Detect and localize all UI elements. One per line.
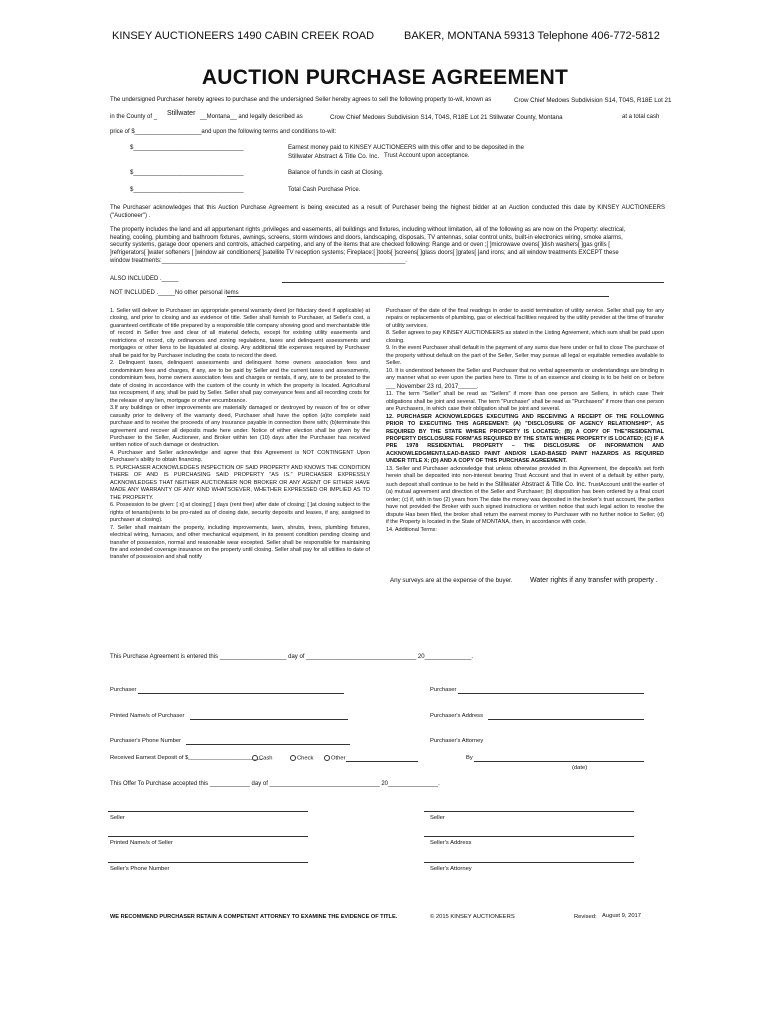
county-prefix: in the County of _	[110, 114, 158, 120]
term-paragraph: 1. Seller will deliver to Purchaser an appropriate general warranty deed (or fiduciary deed if applicable) at closing, and prior to closing and as evidence of title. Seller shall furnish to Purchaser, at Seller's cost, a guaranteed certificate of title prepared by a responsible title company showing good and merchantable title of record in Seller free and clear of all material defects, except for existing utility easements and restrictions of record, city ordinances and zoning regulations, taxes and delinquent assessments and mortgages or other liens to be liquidated at closing. Any additional title expenses required by Purchaser shall be paid for by Purchaser including the costs to record the deed.	[110, 308, 370, 359]
check-option[interactable]	[290, 755, 313, 762]
closing-date-field[interactable]: November 23 rd, 2017	[396, 382, 459, 390]
purchaser-printed-label: Printed Name/s of Purchaser	[110, 713, 185, 719]
term-paragraph: 4. Purchaser and Seller acknowledge and agree that this Agreement is NOT CONTINGENT Upon Purchaser's ability to obtain financing.	[110, 449, 370, 464]
term-paragraph: 6. Possession to be given: [ x] at closing;[ ] days (rent free) after date of closing; [ ]at closing subject to the rights of tenants(rents to be pro-rated as of closing date, security deposits and leases, if any, assigned to purchaser at closing).	[110, 502, 370, 524]
also-included-label: ALSO INCLUDED ._____	[110, 276, 179, 282]
purchaser-phone-field[interactable]	[186, 744, 350, 745]
revised-label: Revised:	[574, 914, 597, 920]
not-included-label: NOT INCLUDED ._____No other personal items	[110, 290, 239, 296]
deposit-date-label: (date)	[572, 765, 588, 771]
seller-label-2: Seller	[430, 815, 445, 821]
radio-circle-icon[interactable]	[290, 755, 296, 761]
seller-phone-field[interactable]	[108, 862, 308, 863]
survey-term-field[interactable]: Any surveys are at the expense of the buyer.	[390, 577, 513, 584]
purchaser-address-label: Purchaser's Address	[430, 713, 483, 719]
company-address: KINSEY AUCTIONEERS 1490 CABIN CREEK ROAD	[112, 30, 375, 42]
intro-line: The undersigned Purchaser hereby agrees to purchase and the undersigned Seller hereby agrees to sell the following property to-wit, known as	[110, 97, 492, 103]
term-text: 13. Seller and Purchaser acknowledge that unless otherwise provided in this Agreement, the deposit/s set forth herein shall be deposited into non-interest bearing Trust Account and that in event of a default by either party, such deposit shall continue to be held in the	[386, 465, 664, 488]
seller-attorney-label: Seller's Attorney	[430, 866, 472, 872]
property-line: window treatments:_________________________________________________________________________.	[110, 257, 407, 264]
total-cash-label: at a total cash	[622, 114, 660, 120]
seller-phone-label: Seller's Phone Number	[110, 866, 170, 872]
company-contact: BAKER, MONTANA 59313 Telephone 406-772-5812	[404, 30, 660, 42]
water-rights-field[interactable]: Water rights if any transfer with property .	[530, 577, 658, 584]
term-text: ______.	[458, 383, 479, 390]
terms-left-column	[110, 308, 370, 562]
seller-signature-field[interactable]	[108, 811, 308, 812]
copyright-notice: © 2015 KINSEY AUCTIONEERS	[430, 914, 515, 920]
cash-label: Cash	[259, 755, 273, 762]
balance-text: Balance of funds in cash at Closing.	[288, 170, 384, 176]
county-field[interactable]: Stillwater	[167, 110, 196, 117]
attorney-recommendation: WE RECOMMEND PURCHASER RETAIN A COMPETENT ATTORNEY TO EXAMINE THE EVIDENCE OF TITLE.	[110, 914, 398, 920]
term-paragraph: 5. PURCHASER ACKNOWLEDGES INSPECTION OF SAID PROPERTY AND KNOWS THE CONDITION THERE OF AND IS PURCHASING SAID PROPERTY "AS IS." PURCHASER EXPRESSLY ACKNOWLEDGES THAT NEITHER AUCTIONEER NOR BROKER OR ANY AGENT OF EITHER HAVE MADE ANY WARRANTY OF ANY KIND WHATSOEVER, WHETHER EXPRESSED OR IMPLIED AS TO THE PROPERTY.	[110, 464, 370, 501]
term-paragraph: 3.If any buildings or other improvements are materially damaged or destroyed by reason of fire or other casualty prior to delivery of the warranty deed, Purchaser shall have the option (a)to complete said purchase and to receive the proceeds of any insurance payable in connection there with; (b)terminate this agreement and recover all deposits made here under. Notice of either election shall be given by the Purchaser to the Seller, Auctioneer, and Broker within ten (10) days after the Purchaser has received written notice of such damage or destruction.	[110, 405, 370, 449]
seller-printed-label: Printed Name/s of Seller	[110, 840, 173, 846]
terms-right-column	[386, 308, 664, 534]
radio-circle-icon[interactable]	[324, 755, 330, 761]
also-included-field[interactable]	[282, 282, 664, 283]
seller-address-field[interactable]	[424, 836, 634, 837]
purchaser-attorney-label: Purchaser's Attorney	[430, 738, 484, 744]
not-included-field[interactable]	[227, 296, 609, 297]
property-line: ]refrigerators[ ]water softeners [ ]window air conditioners[ ]satellite TV reception systems; Fireplace:[ ]tools[ ]screens[ ]glass doors[ ]grates[ ]and irons; and all window treatments EXCEPT these	[110, 250, 619, 257]
purchaser-signature-field[interactable]	[138, 693, 344, 694]
seller-printed-field[interactable]	[108, 836, 308, 837]
other-deposit-field[interactable]	[346, 761, 418, 762]
offer-accepted-line: This Offer To Purchase accepted this ____________ day of _________________________________ 20_______________.	[110, 781, 440, 787]
purchaser-phone-label: Purchaser's Phone Number	[110, 738, 182, 744]
revised-date: August 9, 2017	[602, 913, 641, 919]
property-line: The property includes the land and all appurtenant rights ,privileges and easements, all buildings and fixtures, including without limitation, all of the following as are now on the Property: electrical,	[110, 227, 626, 233]
term-paragraph: 11. The term "Seller" shall be read as "Sellers" if more than one person are Sellers, in which case Their obligations shall be joint and several. The term "Purchaser" shall be read as "Purchasers" if more than one person are Purchasers, in which case their obligation shall be joint and several.	[386, 391, 664, 413]
purchaser-printed-field[interactable]	[190, 719, 348, 720]
earnest-deposit-label: Received Earnest Deposit of $_______________________	[110, 755, 263, 761]
property-known-as[interactable]: Crow Chief Medows Subdivision S14, T04S, R18E Lot 21	[514, 97, 672, 104]
term-paragraph-bold: 12. PURCHASER ACKNOWLEDGES EXECUTING AND RECEIVING A RECEIPT OF THE FOLLOWING PRIOR TO EXECUTING THIS AGREEMENT: (A) "DISCLOSURE OF AGENCY RELATIONSHIP", AS REQUIRED BY THE STATE WHERE PROPERTY IS LOCATED; (B) A COPY OF THE"RESIDENTIAL PROPERTY DISCLOSURE FORM"AS REQUIRED BY THE STATE WHERE PROPERTY IS LOCATED; (C) IF A PRE 1978 RESIDENTIAL PROPERTY – THE DISCLOSURE OF INFORMATION AND ACKNOWLEDGMENT/LEAD-BASED PAINT AND/OR LEAD-BASED PAINT HAZARDS AS REQUIRED UNDER TITLE X; (D) AND A COPY OF THIS PURCHASE AGREEMENT.	[386, 413, 664, 465]
term-paragraph: 2. Delinquent taxes, delinquent assessments and delinquent home owners association fees and condominium fees and charges, if any, are to be paid by Seller and the current taxes and assessments, condominium fees, home owners association fees and charges or rentals, if any, are to be prorated to the date of closing in accordance with the custom of the county in which the property is located. Agricultural tax recoupment, if any, shall be paid by Seller. Seller shall pay conveyance fees and all recording costs for the release of any lien, mortgage or other encumbrance.	[110, 360, 370, 404]
term-paragraph: 7. Seller shall maintain the property, including improvements, lawn, shrubs, trees, plumbing fixtures, electrical wiring, furnaces, and other mechanical equipment, in its present condition pending closing and transfer of possession, normal and reasonable wear excepted. Seller shall be responsible for maintaining fire and extended coverage insurance on the property until closing. Seller shall pay for all utilities to date of transfer of possession and shall notify	[110, 524, 370, 561]
purchaser-label-2: Purchaser	[430, 687, 457, 693]
seller-label: Seller	[110, 815, 125, 821]
escrow-company-field[interactable]: Stillwater Abstract &	[494, 480, 551, 488]
property-line: security systems, garage door openers and controls, attached carpeting, and any of the items that are checked following: Range and or oven ;[ ]microwave ovens[ ]dish washers[ ]gas grills [	[110, 242, 610, 249]
price-line: price of $____________________and upon the following terms and conditions to-wit:	[110, 129, 337, 135]
term-paragraph	[386, 466, 664, 527]
county-suffix: __Montana__ and legally described as	[200, 114, 303, 120]
purchaser-address-field[interactable]	[488, 719, 644, 720]
seller-signature-field-2[interactable]	[424, 811, 634, 812]
earnest-amount-field[interactable]: $_________________________________	[130, 145, 244, 151]
seller-address-label: Seller's Address	[430, 840, 472, 846]
term-paragraph: 8. Seller agrees to pay KINSEY AUCTIONEERS as stated in the Listing Agreement, which sum shall be paid upon closing.	[386, 330, 664, 344]
acknowledge-paragraph: The Purchaser acknowledges that this Auction Purchase Agreement is being executed as a result of Purchaser being the highest bidder at an Auction conducted this date by KINSEY AUCTIONEERS ("Auctioneer") .	[110, 205, 665, 219]
term-paragraph: Purchaser of the date of the final readings in order to avoid termination of utility service. Seller shall pay for any repairs or replacements of plumbing, gas or electrical facilities required by the utility provider at the time of transfer of utility services.	[386, 308, 664, 329]
purchaser-signature-field-2[interactable]	[458, 693, 644, 694]
term-text: TrustAccount until the earlier of (a) mutual agreement and direction of the Seller and Purchaser; (b) disposition has been ordered by a final court order; (c) if, with in two (2) years from The date the money was deposited in the broker's trust account, the parties have not provided the Broker with such signed instructions or written notice that such legal action to resolve the dispute Has been filed, the broker shall return the earnest money to Purchaser with no further notice to Seller; (d) if the Property is located in the State of MONTANA, then, in accordance with code.	[386, 481, 665, 526]
other-option[interactable]	[324, 755, 346, 762]
total-text: Total Cash Purchase Price.	[288, 187, 361, 193]
term-text: 10. It is understood between the Seller and Purchaser that no verbal agreements or understandings are binding in any manner what so ever upon the parties here to. Time is of an essence and closing is to be held on or before ___	[386, 367, 664, 390]
radio-circle-icon[interactable]	[252, 755, 258, 761]
entered-date-line: This Purchase Agreement is entered this ____________________ day of _________________________________ 20______________.	[110, 654, 473, 660]
escrow-company-field-2[interactable]: Title Co. Inc.	[551, 480, 587, 488]
by-signature-field[interactable]	[474, 761, 644, 762]
other-label: Other	[331, 755, 346, 762]
legal-description-field[interactable]: Crow Chief Medows Subdivision S14, T04S, R18E Lot 21 Stillwater County, Montana	[330, 114, 563, 121]
purchaser-label: Purchaser	[110, 687, 137, 693]
property-line: heating, cooling, plumbing and bathroom fixtures, awnings, screens, storm windows and doors, landscaping, disposals, TV antennas, solar control units, built-in electronics wiring, smoke alarms,	[110, 234, 623, 241]
check-label: Check	[297, 755, 314, 762]
by-label: By	[466, 755, 473, 761]
total-amount-field[interactable]: $_________________________________	[130, 187, 244, 193]
property-paragraph	[110, 227, 665, 265]
page-title: AUCTION PURCHASE AGREEMENT	[201, 66, 569, 89]
cash-option[interactable]	[252, 755, 273, 762]
term-paragraph	[386, 368, 664, 391]
term-paragraph: 9. In the event Purchaser shall default in the payment of any sums due here under or fail to close The purchase of the property without default on the part of the Seller, Seller may pursue all legal or equitable remedies available to Seller.	[386, 345, 664, 367]
seller-attorney-field[interactable]	[424, 862, 634, 863]
balance-amount-field[interactable]: $_________________________________	[130, 170, 244, 176]
additional-terms-label: 14. Additional Terms:	[386, 526, 437, 533]
trust-account-text: Trust Account upon acceptance.	[384, 153, 470, 159]
trust-company-field[interactable]: Stillwater Abstract & Title Co. Inc.	[288, 153, 380, 160]
earnest-text: Earnest money paid to KINSEY AUCTIONEERS with this offer and to be deposited in the	[288, 145, 524, 151]
